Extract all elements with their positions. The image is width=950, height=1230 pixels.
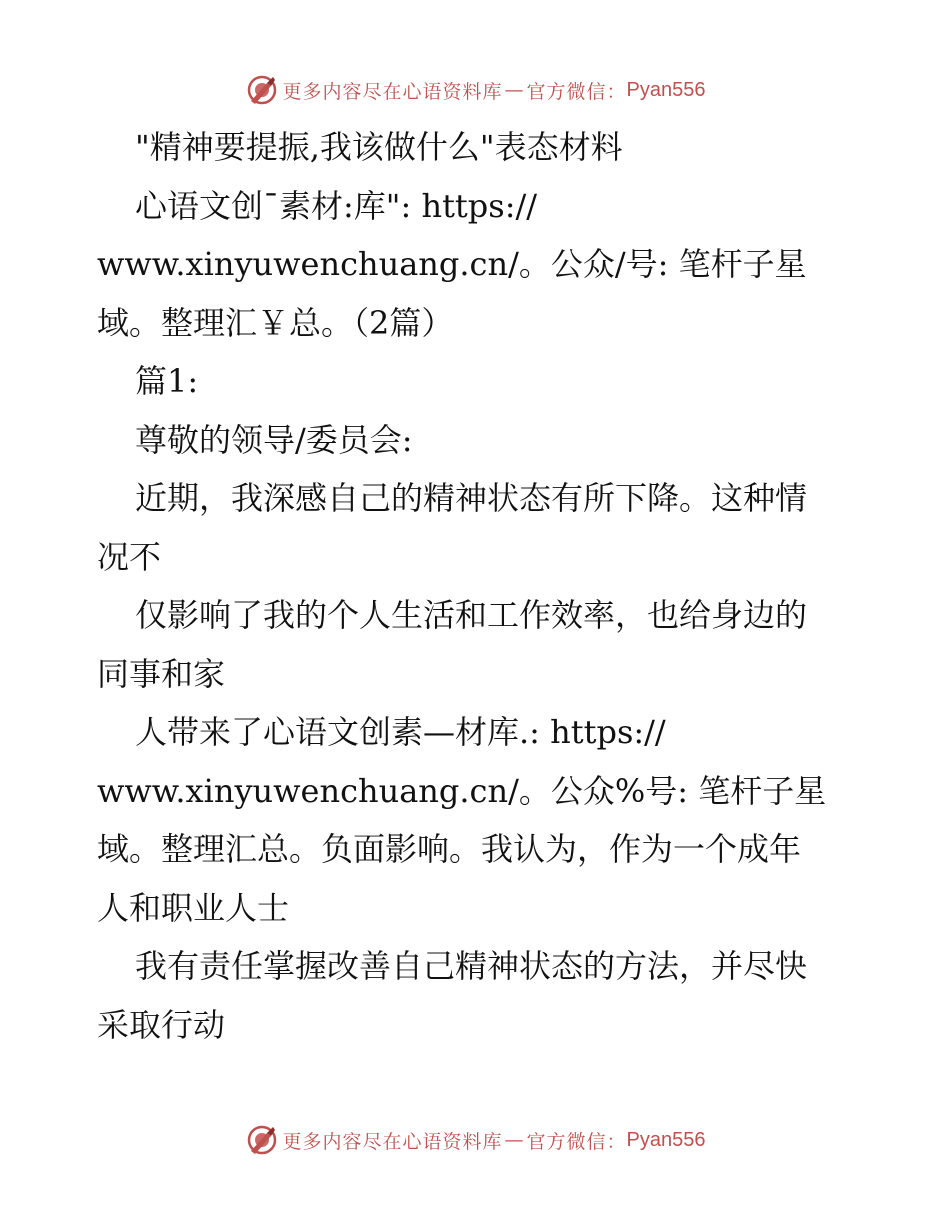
- text-line: www.xinyuwenchuang.cn/。公众%号: 笔杆子星: [97, 771, 827, 810]
- text-line: 心语文创¯素材:库": https://: [135, 186, 538, 225]
- header-banner: [0, 70, 950, 110]
- banner-separator: —: [504, 79, 525, 101]
- banner-wechat-label: 官方微信：: [526, 1130, 627, 1153]
- text-line: 仅影响了我的个人生活和工作效率，也给身边的: [135, 596, 808, 634]
- text-line: 人和职业人士: [97, 888, 290, 927]
- banner-separator: —: [504, 1129, 525, 1151]
- banner-text: 更多内容尽在心语资料库: [282, 80, 503, 103]
- banner-wechat-id: Pyan556: [626, 78, 706, 101]
- text-line: 采取行动: [97, 1005, 226, 1044]
- banner-text: 更多内容尽在心语资料库: [282, 1130, 503, 1153]
- text-line: 篇1:: [135, 362, 199, 400]
- pen-logo-icon: [245, 1123, 279, 1157]
- text-line: 域。整理汇总。负面影响。我认为，作为一个成年: [97, 830, 802, 868]
- text-line: 况不: [97, 537, 162, 576]
- text-line: 同事和家: [97, 654, 226, 693]
- footer-banner: [0, 1120, 950, 1160]
- text-line: 我有责任掌握改善自己精神状态的方法，并尽快: [135, 947, 808, 985]
- text-line: www.xinyuwenchuang.cn/。公众/号: 笔杆子星: [97, 245, 807, 283]
- text-line: 尊敬的领导/委员会:: [135, 420, 413, 459]
- banner-wechat-id: Pyan556: [626, 1128, 706, 1151]
- text-line: 域。整理汇￥总。（2篇）: [97, 303, 454, 342]
- text-line: 人带来了心语文创素—材库.: https://: [135, 713, 666, 751]
- document-body: [97, 118, 857, 1054]
- text-line: "精神要提振,我该做什么"表态材料: [135, 128, 623, 166]
- text-line: 近期，我深感自己的精神状态有所下降。这种情: [135, 479, 808, 517]
- pen-logo-icon: [245, 73, 279, 107]
- banner-wechat-label: 官方微信：: [526, 80, 627, 103]
